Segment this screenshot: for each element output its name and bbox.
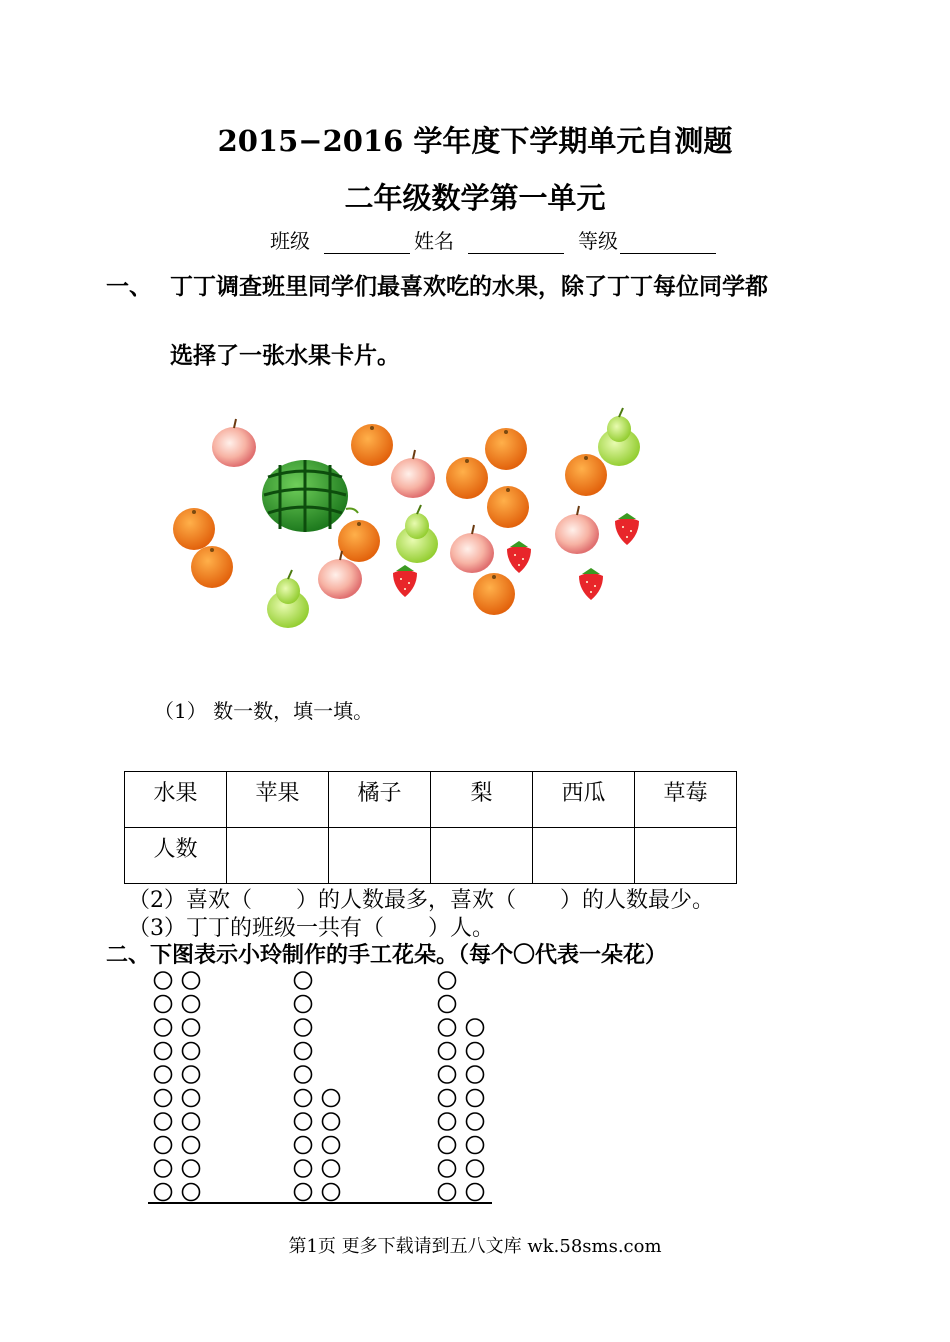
- flower-circle: [439, 1160, 456, 1177]
- section1-number: 一、: [106, 273, 152, 300]
- flower-circle: [183, 1019, 200, 1036]
- flower-circle: [183, 1184, 200, 1201]
- flower-circle: [439, 1090, 456, 1107]
- flower-circle: [323, 1184, 340, 1201]
- flower-circle: [295, 1090, 312, 1107]
- flower-circle: [155, 1137, 172, 1154]
- flower-circle: [295, 1066, 312, 1083]
- flower-circle: [467, 1019, 484, 1036]
- table-header-cell: 草莓: [663, 781, 708, 806]
- flower-circle: [295, 1160, 312, 1177]
- flower-circle: [295, 1043, 312, 1060]
- fruit-count-table: [124, 771, 737, 884]
- flower-circle: [155, 1019, 172, 1036]
- section1-question-line2: 选择了一张水果卡片。: [170, 342, 400, 369]
- flower-circle: [295, 996, 312, 1013]
- flower-circle: [155, 972, 172, 989]
- flower-circle: [439, 1113, 456, 1130]
- flower-circle: [467, 1113, 484, 1130]
- name-blank[interactable]: [468, 233, 564, 254]
- flower-circle: [439, 1184, 456, 1201]
- flower-circle: [295, 972, 312, 989]
- flower-circle: [323, 1137, 340, 1154]
- flower-circle: [295, 1113, 312, 1130]
- flower-circle: [183, 1090, 200, 1107]
- flower-circle: [155, 1184, 172, 1201]
- flower-circle: [183, 996, 200, 1013]
- flower-circle: [439, 1066, 456, 1083]
- table-header-cell: 橘子: [357, 781, 402, 806]
- flower-circle: [467, 1184, 484, 1201]
- page-subtitle: 二年级数学第一单元: [344, 181, 606, 215]
- flower-circle: [183, 1066, 200, 1083]
- flower-circle: [295, 1184, 312, 1201]
- flower-circle: [155, 1160, 172, 1177]
- flower-circle: [467, 1137, 484, 1154]
- flower-circle: [467, 1066, 484, 1083]
- flower-circle: [439, 972, 456, 989]
- flower-circle: [155, 996, 172, 1013]
- flower-circle: [155, 1066, 172, 1083]
- flower-circle: [323, 1090, 340, 1107]
- flower-circle: [323, 1113, 340, 1130]
- class-blank[interactable]: [324, 233, 410, 254]
- table-header-cell: 西瓜: [561, 781, 606, 806]
- flower-circle: [467, 1090, 484, 1107]
- flower-circle: [439, 996, 456, 1013]
- flower-circle: [295, 1137, 312, 1154]
- flower-circle: [183, 1160, 200, 1177]
- answer-cell[interactable]: [329, 828, 431, 884]
- page-title: 2015−2016 学年度下学期单元自测题: [217, 124, 733, 158]
- answer-cell[interactable]: [533, 828, 635, 884]
- flower-circle: [155, 1113, 172, 1130]
- watermelon: [262, 460, 358, 532]
- grade-label: 等级: [578, 229, 618, 253]
- flower-circle: [183, 1113, 200, 1130]
- page-footer: 第1页 更多下载请到五八文库 wk.58sms.com: [288, 1236, 662, 1257]
- flower-circle: [439, 1043, 456, 1060]
- name-label: 姓名: [414, 229, 454, 253]
- table-row: [125, 828, 737, 884]
- flower-circle: [467, 1043, 484, 1060]
- flower-circle-chart: [140, 965, 500, 1213]
- class-label: 班级: [270, 229, 310, 253]
- answer-cell[interactable]: [635, 828, 737, 884]
- table-header-cell: 梨: [470, 781, 493, 806]
- grade-blank[interactable]: [620, 233, 716, 254]
- answer-cell[interactable]: [227, 828, 329, 884]
- flower-circle: [439, 1019, 456, 1036]
- table-header-row: [125, 772, 737, 828]
- section1-question-line1: 丁丁调查班里同学们最喜欢吃的水果，除了丁丁每位同学都: [170, 273, 768, 300]
- table-row-label: 人数: [153, 837, 198, 862]
- flower-circle: [155, 1043, 172, 1060]
- student-info-row: [270, 228, 720, 254]
- sub-question-3: （3）丁丁的班级一共有（ ）人。: [128, 916, 494, 941]
- flower-circle: [183, 1043, 200, 1060]
- fruit-cards-illustration: [160, 405, 650, 630]
- flower-circle: [183, 1137, 200, 1154]
- table-header-cell: 水果: [153, 781, 198, 806]
- sub-question-2: （2）喜欢（ ）的人数最多，喜欢（ ）的人数最少。: [128, 888, 714, 913]
- sub-question-1: （1） 数一数，填一填。: [154, 699, 374, 723]
- flower-circle: [439, 1137, 456, 1154]
- table-header-cell: 苹果: [255, 781, 300, 806]
- answer-cell[interactable]: [431, 828, 533, 884]
- flower-circle: [295, 1019, 312, 1036]
- flower-circle: [467, 1160, 484, 1177]
- section2-question: 二、下图表示小玲制作的手工花朵。（每个〇代表一朵花）: [106, 942, 668, 968]
- flower-circle: [155, 1090, 172, 1107]
- flower-circle: [323, 1160, 340, 1177]
- flower-circle: [183, 972, 200, 989]
